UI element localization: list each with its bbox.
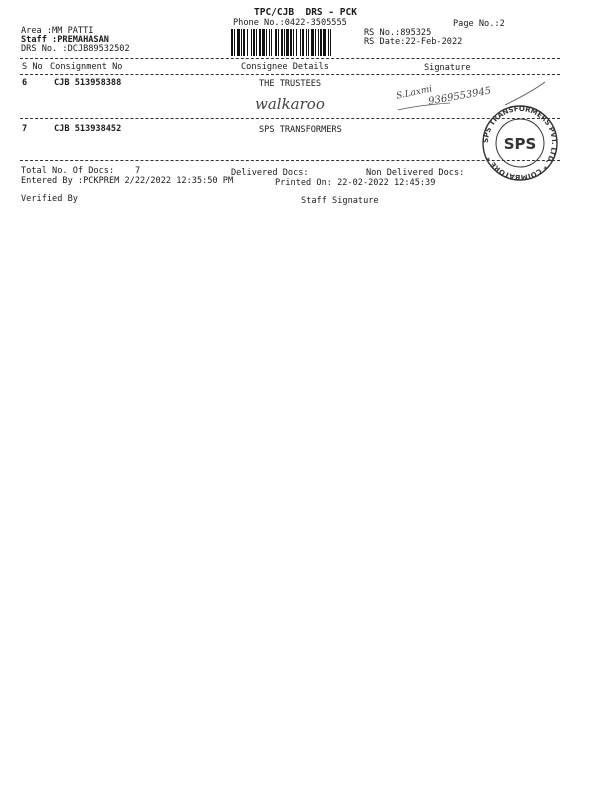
verified-by-label: Verified By [21, 194, 78, 204]
handwritten-phone: 9369553945 [427, 85, 493, 108]
column-header-signature: Signature [424, 63, 471, 73]
column-header-consignment: Consignment No [50, 62, 123, 72]
barcode-image [231, 29, 363, 56]
row-sno: 7 [22, 124, 28, 134]
row-consignee: THE TRUSTEES [259, 79, 322, 89]
entered-by: Entered By :PCKPREM 2/22/2022 12:35:50 PM [21, 176, 234, 186]
stamp-outer-text: SPS TRANSFORMERS PVT. LTD. * COIMBATORE * [481, 104, 559, 182]
total-docs-value: 7 [135, 166, 141, 176]
row-consignment-number: CJB 513938452 [54, 124, 122, 134]
row-consignee: SPS TRANSFORMERS [259, 125, 342, 135]
handwritten-signature: S.Laxmi [395, 84, 434, 102]
non-delivered-docs-label: Non Delivered Docs: [366, 168, 465, 178]
divider [20, 58, 560, 59]
drs-number: DRS No. :DCJB89532502 [21, 44, 130, 54]
rs-number: RS No.:895325 [364, 28, 432, 38]
area-field: Area :MM PATTI [21, 26, 94, 36]
total-docs-label: Total No. Of Docs: [21, 166, 115, 176]
row-consignment-number: CJB 513958388 [54, 78, 122, 88]
staff-field: Staff :PREMAHASAN [21, 35, 109, 45]
stamp-center-text: SPS [503, 135, 537, 153]
handwritten-note: walkaroo [255, 95, 325, 113]
column-header-sno: S No [22, 62, 43, 72]
divider [20, 160, 560, 161]
page-number: Page No.:2 [453, 19, 505, 29]
printed-on: Printed On: 22-02-2022 12:45:39 [275, 178, 436, 188]
document-title: TPC/CJB DRS - PCK [254, 7, 357, 18]
phone-number: Phone No.:0422-3505555 [233, 18, 347, 28]
staff-signature-label: Staff Signature [301, 196, 379, 206]
divider [20, 74, 560, 75]
company-stamp [474, 103, 566, 183]
row-sno: 6 [22, 78, 28, 88]
delivered-docs-label: Delivered Docs: [231, 168, 309, 178]
rs-date: RS Date:22-Feb-2022 [364, 37, 463, 47]
column-header-consignee: Consignee Details [241, 62, 329, 72]
